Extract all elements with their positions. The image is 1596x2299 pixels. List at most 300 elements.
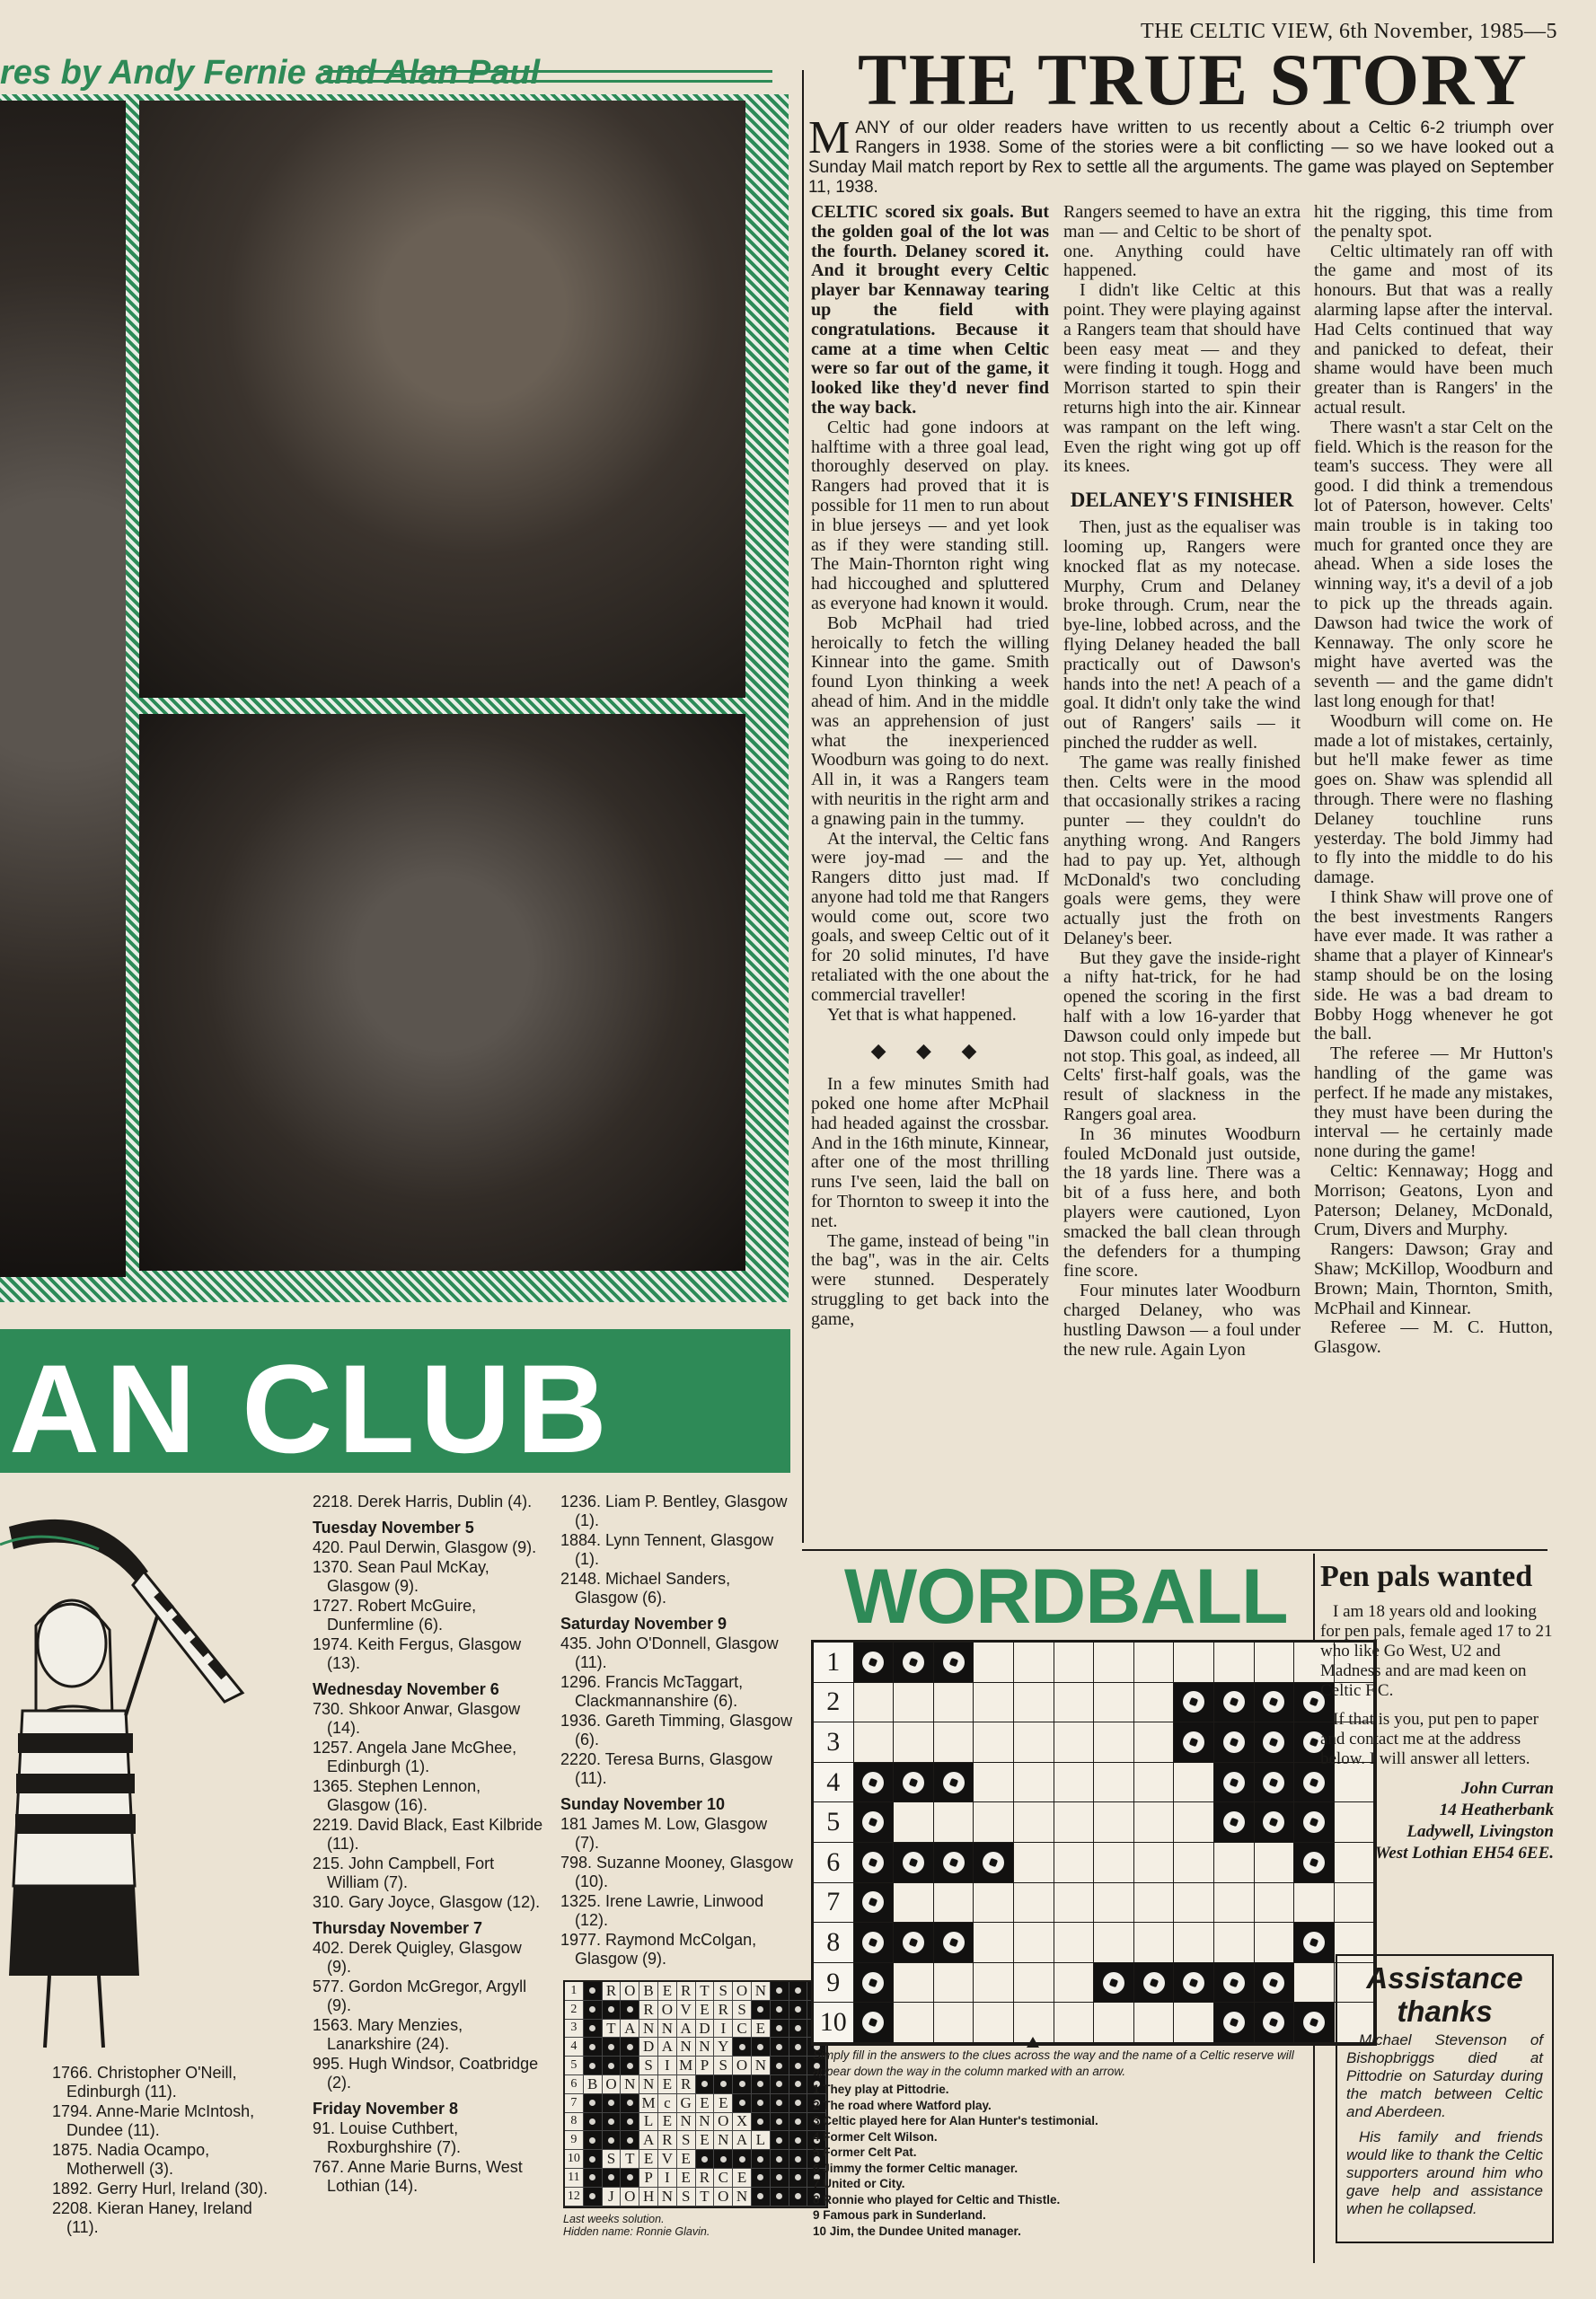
birthday-entry: 1296. Francis McTaggart, Clackmannanshire (6).	[560, 1673, 744, 1710]
solution-ball-cell	[621, 2131, 639, 2150]
club-banner-text: AN CLUB	[9, 1338, 613, 1479]
birthday-day-heading: Saturday November 9	[560, 1615, 727, 1633]
wordball-answer-cell[interactable]	[1014, 1643, 1054, 1683]
wordball-ball-cell	[1294, 1923, 1335, 1963]
solution-caption-2: Hidden name: Ronnie Glavin.	[563, 2225, 710, 2238]
football-icon	[1263, 1691, 1284, 1713]
birthday-entry: 1794. Anne-Marie McIntosh, Dundee (11).	[52, 2102, 255, 2139]
wordball-answer-cell[interactable]	[1174, 1883, 1214, 1924]
birthday-entry: 2220. Teresa Burns, Glasgow (11).	[560, 1750, 772, 1787]
solution-letter: R	[639, 2001, 658, 2020]
wordball-answer-cell[interactable]	[974, 1643, 1014, 1683]
solution-letter: S	[677, 2131, 696, 2150]
wordball-clue: 6 Jimmy the former Celtic manager.	[813, 2161, 1018, 2175]
wordball-clue: 7 United or City.	[813, 2177, 905, 2190]
solution-letter: N	[639, 2075, 658, 2094]
wordball-ball-cell	[854, 1923, 895, 1963]
solution-ball-cell	[771, 2075, 789, 2094]
solution-row	[565, 1982, 826, 2001]
wordball-answer-cell[interactable]	[1255, 1923, 1295, 1963]
solution-letter: N	[696, 2038, 715, 2057]
wordball-ball-cell	[854, 1643, 895, 1683]
solution-ball-cell	[603, 2057, 622, 2075]
wordball-answer-cell[interactable]	[1255, 1643, 1295, 1683]
football-icon	[1303, 1932, 1325, 1953]
solution-ball-cell	[771, 2038, 789, 2057]
wordball-answer-cell[interactable]	[934, 1802, 974, 1843]
wordball-answer-cell[interactable]	[1134, 1683, 1175, 1723]
wordball-answer-cell[interactable]	[1174, 1843, 1214, 1883]
football-icon	[862, 1652, 884, 1673]
wordball-row	[814, 1683, 1374, 1723]
football-icon	[1183, 1691, 1204, 1713]
solution-letter: E	[658, 2113, 677, 2132]
wordball-ball-cell	[1255, 1683, 1295, 1723]
solution-letter: H	[639, 2188, 658, 2207]
birthday-entry: 995. Hugh Windsor, Coatbridge (2).	[313, 2055, 539, 2092]
solution-letter: O	[603, 2075, 622, 2094]
wordball-answer-cell[interactable]	[1294, 1963, 1335, 2004]
solution-ball-cell	[771, 2150, 789, 2169]
solution-letter: Y	[714, 2038, 733, 2057]
wordball-ball-cell	[1214, 2003, 1255, 2043]
solution-letter: E	[696, 2131, 715, 2150]
birthday-entry: 181 James M. Low, Glasgow (7).	[560, 1815, 768, 1852]
wordball-answer-cell[interactable]	[1054, 1963, 1095, 2004]
solution-letter: O	[733, 2057, 752, 2075]
solution-letter: C	[714, 2169, 733, 2188]
wordball-answer-cell[interactable]	[1134, 1763, 1175, 1803]
column-rule	[802, 70, 804, 1543]
wordball-answer-cell[interactable]	[1094, 1802, 1134, 1843]
wordball-row	[814, 1802, 1374, 1843]
solution-letter: R	[658, 2131, 677, 2150]
wordball-row-number: 10	[814, 2003, 854, 2043]
wordball-answer-cell[interactable]	[894, 1883, 934, 1924]
solution-letter: M	[677, 2057, 696, 2075]
solution-caption	[563, 2213, 710, 2238]
birthday-entry: 91. Louise Cuthbert, Roxburghshire (7).	[313, 2119, 462, 2156]
wordball-answer-cell[interactable]	[1014, 1843, 1054, 1883]
birthday-entry: 1977. Raymond McColgan, Glasgow (9).	[560, 1931, 757, 1968]
article-column-2	[1063, 203, 1301, 1360]
solution-ball-cell	[789, 2188, 808, 2207]
solution-letter: N	[752, 2057, 771, 2075]
solution-letter: O	[714, 2113, 733, 2132]
solution-ball-cell	[752, 2169, 771, 2188]
solution-letter: N	[696, 2113, 715, 2132]
wordball-answer-cell[interactable]	[1014, 1802, 1054, 1843]
article-paragraph: Celtic had gone indoors at halftime with a three goal lead, thoroughly deserved on play. Rangers had proved that it is possible for 11 men to run about in blue jerseys — and yet look as if they were standing still. The Main-Thornton right wing had hiccoughed and spluttered as everyone had known it would.	[811, 417, 1049, 613]
birthday-entry: 1727. Robert McGuire, Dunfermline (6).	[313, 1597, 477, 1634]
wordball-answer-cell[interactable]	[1214, 1843, 1255, 1883]
birthday-entry: 2218. Derek Harris, Dublin (4).	[313, 1493, 533, 1511]
wordball-answer-cell[interactable]	[1014, 1883, 1054, 1924]
birthday-entry: 1563. Mary Menzies, Lanarkshire (24).	[313, 2016, 463, 2053]
solution-ball-cell	[603, 2131, 622, 2150]
football-icon	[1223, 1691, 1245, 1713]
solution-letter: V	[658, 2150, 677, 2169]
address-line: John Curran	[1461, 1779, 1554, 1798]
wordball-answer-cell[interactable]	[1094, 1683, 1134, 1723]
football-icon	[1223, 1772, 1245, 1793]
wordball-ball-cell	[1214, 1763, 1255, 1803]
solution-letter: O	[733, 1982, 752, 2001]
football-icon	[862, 1932, 884, 1953]
solution-ball-cell	[621, 2094, 639, 2113]
wordball-row-number: 4	[814, 1763, 854, 1803]
solution-letter: S	[639, 2057, 658, 2075]
wordball-answer-cell[interactable]	[1054, 1683, 1095, 1723]
solution-row-number: 6	[565, 2075, 584, 2094]
wordball-answer-cell[interactable]	[1134, 1883, 1175, 1924]
wordball-answer-cell[interactable]	[1174, 2003, 1214, 2043]
birthday-entry: 2148. Michael Sanders, Glasgow (6).	[560, 1570, 731, 1607]
wordball-answer-cell[interactable]	[1134, 1722, 1175, 1763]
wordball-clue: 3 Celtic played here for Alan Hunter's testimonial.	[813, 2114, 1098, 2127]
solution-ball-cell	[771, 2020, 789, 2039]
solution-ball-cell	[771, 2094, 789, 2113]
solution-letter: S	[714, 1982, 733, 2001]
wordball-ball-cell	[1255, 2003, 1295, 2043]
wordball-ball-cell	[1255, 1763, 1295, 1803]
wordball-answer-cell[interactable]	[1214, 1923, 1255, 1963]
solution-letter: R	[677, 2075, 696, 2094]
solution-row-number: 5	[565, 2057, 584, 2075]
solution-row	[565, 2038, 826, 2057]
birthday-day-heading: Friday November 8	[313, 2100, 459, 2118]
wordball-answer-cell[interactable]	[1054, 1883, 1095, 1924]
solution-letter: L	[639, 2113, 658, 2132]
solution-letter: E	[714, 2094, 733, 2113]
wordball-answer-cell[interactable]	[894, 1722, 934, 1763]
solution-row	[565, 2057, 826, 2075]
wordball-answer-cell[interactable]	[1094, 1643, 1134, 1683]
wordball-answer-cell[interactable]	[934, 1683, 974, 1723]
wordball-answer-cell[interactable]	[1014, 1923, 1054, 1963]
wordball-answer-cell[interactable]	[974, 1763, 1014, 1803]
solution-ball-cell	[789, 2020, 808, 2039]
birthday-entry: 215. John Campbell, Fort William (7).	[313, 1854, 495, 1891]
wordball-answer-cell[interactable]	[1054, 2003, 1095, 2043]
wordball-answer-cell[interactable]	[934, 1722, 974, 1763]
birthday-entry: 1875. Nadia Ocampo, Motherwell (3).	[52, 2141, 210, 2178]
football-icon	[1183, 1731, 1204, 1753]
wordball-answer-cell[interactable]	[1014, 1763, 1054, 1803]
wordball-answer-cell[interactable]	[1174, 1923, 1214, 1963]
wordball-answer-cell[interactable]	[1134, 1843, 1175, 1883]
article-paragraph: Referee — M. C. Hutton, Glasgow.	[1314, 1317, 1553, 1358]
address-line: Ladywell, Livingston	[1406, 1822, 1554, 1841]
wordball-answer-cell[interactable]	[974, 1802, 1014, 1843]
article-paragraph: There wasn't a star Celt on the field. Which is the reason for the team's success. They were all good. I did think a tremendous lot of Paterson, however. Celts' main trouble is in taking too much for granted once they are ahead. When a side loses the winning way, it's a devil of a job to pick up the threads again. Dawson had twice the work of Kennaway. The only score he might have averted was the seventh — and the game didn't last long enough for that!	[1314, 417, 1553, 711]
birthday-entry: 1766. Christopher O'Neill, Edinburgh (11).	[52, 2064, 237, 2101]
wordball-answer-cell[interactable]	[1174, 1763, 1214, 1803]
birthday-entry: 420. Paul Derwin, Glasgow (9).	[313, 1538, 537, 1556]
solution-row	[565, 2188, 826, 2207]
solution-ball-cell	[603, 2113, 622, 2132]
solution-ball-cell	[714, 2075, 733, 2094]
solution-letter: A	[677, 2020, 696, 2039]
wordball-answer-cell[interactable]	[974, 1963, 1014, 2004]
wordball-answer-cell[interactable]	[1094, 1722, 1134, 1763]
football-icon	[1263, 1731, 1284, 1753]
solution-row-number: 2	[565, 2001, 584, 2020]
birthday-day-heading: Wednesday November 6	[313, 1680, 499, 1698]
wordball-answer-cell[interactable]	[974, 1883, 1014, 1924]
birthday-day-heading: Tuesday November 5	[313, 1519, 474, 1537]
solution-ball-cell	[584, 2169, 603, 2188]
wordball-answer-cell[interactable]	[1054, 1802, 1095, 1843]
article-paragraph: Rangers: Dawson; Gray and Shaw; McKillop, Woodburn and Brown; Main, Thornton, Smith, McPhail and Kinnear.	[1314, 1239, 1553, 1318]
wordball-answer-cell[interactable]	[894, 2003, 934, 2043]
solution-letter: P	[696, 2057, 715, 2075]
solution-ball-cell	[789, 1982, 808, 2001]
football-icon	[1223, 1811, 1245, 1833]
wordball-answer-cell[interactable]	[894, 1963, 934, 2004]
wordball-answer-cell[interactable]	[1255, 1883, 1295, 1924]
wordball-answer-cell[interactable]	[894, 1683, 934, 1723]
pen-pals-box	[1320, 1561, 1554, 1864]
wordball-row	[814, 1643, 1374, 1683]
birthday-entry: 1936. Gareth Timming, Glasgow (6).	[560, 1712, 793, 1748]
wordball-answer-cell[interactable]	[1054, 1643, 1095, 1683]
wordball-ball-cell	[894, 1763, 934, 1803]
birthday-entry: 798. Suzanne Mooney, Glasgow (10).	[560, 1854, 793, 1890]
wordball-answer-cell[interactable]	[1054, 1843, 1095, 1883]
assistance-para-2: His family and friends would like to thank the Celtic supporters around him who gave help and assistance when he collapsed.	[1346, 2128, 1543, 2217]
solution-ball-cell	[771, 2131, 789, 2150]
wordball-answer-cell[interactable]	[1134, 1802, 1175, 1843]
solution-ball-cell	[733, 2094, 752, 2113]
solution-letter: E	[752, 2020, 771, 2039]
solution-ball-cell	[733, 2075, 752, 2094]
article-paragraph: Celtic: Kennaway; Hogg and Morrison; Geatons, Lyon and Paterson; Delaney, McDonald, Crum, Divers and Murphy.	[1314, 1161, 1553, 1240]
solution-row	[565, 2094, 826, 2113]
wordball-clue: 4 Former Celt Wilson.	[813, 2129, 938, 2144]
wordball-answer-cell[interactable]	[1335, 1883, 1375, 1924]
wordball-answer-cell[interactable]	[1054, 1722, 1095, 1763]
solution-ball-cell	[789, 2001, 808, 2020]
wordball-answer-cell[interactable]	[1054, 1763, 1095, 1803]
solution-letter: T	[621, 2150, 639, 2169]
birthday-entry: 2208. Kieran Haney, Ireland (11).	[52, 2199, 252, 2236]
wordball-answer-cell[interactable]	[974, 2003, 1014, 2043]
article-paragraph: I think Shaw will prove one of the best investments Rangers have ever made. It was rather a shame that a player of Kinnear's stamp should be on the losing side. He was a bad dream to Bobby Hogg whenever he got the ball.	[1314, 886, 1553, 1044]
wordball-answer-cell[interactable]	[974, 1683, 1014, 1723]
wordball-answer-cell[interactable]	[1014, 1963, 1054, 2004]
wordball-ball-cell	[854, 1843, 895, 1883]
solution-letter: E	[696, 2094, 715, 2113]
pen-pals-para-2: If that is you, put pen to paper and contact me at the address below. I will answer all letters.	[1320, 1710, 1539, 1768]
solution-ball-cell	[584, 2188, 603, 2207]
photo-match-action-top	[139, 101, 745, 698]
wordball-answer-cell[interactable]	[1054, 1923, 1095, 1963]
birthday-day-heading: Thursday November 7	[313, 1919, 483, 1937]
assistance-thanks-box	[1336, 1954, 1554, 2243]
wordball-row	[814, 1963, 1374, 2004]
article-paragraph: Then, just as the equaliser was looming up, Rangers were knocked flat as my notecase. Murphy, Crum and Delaney broke through. Crum, near the bye-line, lobbed across, and the flying Delaney headed the ball practically out of Dawson's hands into the net! A peach of a goal. It didn't only take the wind out of Rangers' sails — it pinched the rudder as well.	[1063, 517, 1301, 753]
solution-row	[565, 2020, 826, 2039]
solution-ball-cell	[584, 2057, 603, 2075]
birthday-entry: 1370. Sean Paul McKay, Glasgow (9).	[313, 1558, 489, 1595]
football-icon	[1263, 1811, 1284, 1833]
solution-row	[565, 2001, 826, 2020]
solution-letter: R	[714, 2001, 733, 2020]
birthday-entry: 435. John O'Donnell, Glasgow (11).	[560, 1634, 779, 1671]
wordball-answer-cell[interactable]	[1014, 1722, 1054, 1763]
wordball-instructions: Simply fill in the answers to the clues across the way and the name of a Celtic reserve will appear down the way in the column marked with an arrow.	[813, 2048, 1294, 2078]
solution-ball-cell	[789, 2113, 808, 2132]
wordball-answer-cell[interactable]	[1014, 1683, 1054, 1723]
football-icon	[862, 1891, 884, 1913]
solution-row	[565, 2131, 826, 2150]
solution-letter: N	[639, 2020, 658, 2039]
wordball-answer-cell[interactable]	[1094, 1923, 1134, 1963]
wordball-answer-cell[interactable]	[1174, 1643, 1214, 1683]
wordball-ball-cell	[1255, 1802, 1295, 1843]
solution-letter: S	[677, 2188, 696, 2207]
pen-pals-address	[1320, 1778, 1554, 1864]
wordball-answer-cell[interactable]	[934, 1963, 974, 2004]
article-intro	[808, 112, 1554, 198]
wordball-answer-cell[interactable]	[854, 1683, 895, 1723]
wordball-ball-cell	[934, 1843, 974, 1883]
football-icon	[903, 1932, 924, 1953]
solution-ball-cell	[733, 2038, 752, 2057]
wordball-row-number: 1	[814, 1643, 854, 1683]
football-icon	[862, 2012, 884, 2033]
credit-rule	[323, 70, 772, 83]
wordball-clue: 10 Jim, the Dundee United manager.	[813, 2224, 1021, 2238]
wordball-answer-cell[interactable]	[1094, 1843, 1134, 1883]
solution-letter: O	[621, 1982, 639, 2001]
article-paragraph: The game was really finished then. Celts were in the mood that occasionally strikes a racing punter — they couldn't do anything wrong. And Rangers had to pay up. Yet, although McDonald's two concluding goals were gems, they were actually just the froth on Delaney's beer.	[1063, 752, 1301, 948]
wordball-answer-cell[interactable]	[1134, 1923, 1175, 1963]
wordball-answer-cell[interactable]	[974, 1923, 1014, 1963]
wordball-ball-cell	[934, 1763, 974, 1803]
solution-ball-cell	[696, 2075, 715, 2094]
football-icon	[943, 1652, 965, 1673]
football-icon	[1263, 2012, 1284, 2033]
article-paragraph: In a few minutes Smith had poked one home after McPhail had headed against the crossbar. And in the 16th minute, Kinnear, after one of the most thrilling runs I've seen, laid the ball on for Thornton to sweep it into the net.	[811, 1074, 1049, 1231]
solution-letter: V	[677, 2001, 696, 2020]
solution-letter: G	[677, 2094, 696, 2113]
football-icon	[903, 1852, 924, 1873]
wordball-title: WORDBALL	[844, 1554, 1288, 1640]
wordball-answer-cell[interactable]	[934, 1883, 974, 1924]
wordball-answer-cell[interactable]	[1174, 1802, 1214, 1843]
football-icon	[862, 1772, 884, 1793]
solution-ball-cell	[603, 2169, 622, 2188]
address-line: West Lothian EH54 6EE.	[1374, 1844, 1554, 1863]
wordball-ball-cell	[1255, 1722, 1295, 1763]
solution-letter: E	[658, 2075, 677, 2094]
solution-ball-cell	[584, 2001, 603, 2020]
solution-row-number: 10	[565, 2150, 584, 2169]
article-column-1	[811, 203, 1049, 1330]
wordball-row	[814, 1763, 1374, 1803]
article-paragraph: I didn't like Celtic at this point. They were playing against a Rangers team that should have been easy meat — and they were finding it tough. Hogg and Morrison started to spin their returns high into the air. Kinnear was rampant on the left wing. Even the right wing got up off its knees.	[1063, 280, 1301, 477]
solution-letter: C	[733, 2020, 752, 2039]
solution-letter: N	[752, 1982, 771, 2001]
birthday-list-c	[560, 1493, 794, 1969]
wordball-ball-cell	[1174, 1722, 1214, 1763]
wordball-row-number: 9	[814, 1963, 854, 2004]
address-line: 14 Heatherbank	[1439, 1801, 1554, 1819]
wordball-ball-cell	[934, 1643, 974, 1683]
solution-letter: N	[658, 2188, 677, 2207]
wordball-answer-cell[interactable]	[894, 1802, 934, 1843]
solution-ball-cell	[752, 2038, 771, 2057]
solution-row-number: 12	[565, 2188, 584, 2207]
football-icon	[903, 1652, 924, 1673]
solution-letter: N	[658, 2020, 677, 2039]
solution-ball-cell	[789, 2075, 808, 2094]
wordball-answer-cell[interactable]	[1134, 2003, 1175, 2043]
wordball-answer-cell[interactable]	[1255, 1843, 1295, 1883]
photo-credit: res by Andy Fernie and Alan Paul	[0, 54, 541, 92]
solution-ball-cell	[584, 2020, 603, 2039]
football-icon	[1303, 2012, 1325, 2033]
intro-drop-cap: M	[808, 112, 851, 163]
wordball-answer-cell[interactable]	[1094, 1763, 1134, 1803]
football-icon	[903, 1772, 924, 1793]
birthday-list-b	[313, 1493, 546, 2197]
wordball-ball-cell	[854, 1802, 895, 1843]
article-paragraph: Celtic ultimately ran off with the game and most of its honours. But that was a really alarming lapse after the interval. Had Celts continued that way and panicked to defeat, their shame would have been much greater than is Rangers' in the actual result.	[1314, 241, 1553, 418]
article-paragraph: The referee — Mr Hutton's handling of the game was perfect. If he made any mistakes, they must have been during the interval — he certainly made none during the game!	[1314, 1044, 1553, 1162]
solution-letter: T	[696, 2188, 715, 2207]
wordball-ball-cell	[934, 1923, 974, 1963]
wordball-ball-cell	[1255, 1963, 1295, 2004]
wordball-row	[814, 1722, 1374, 1763]
solution-ball-cell	[621, 2169, 639, 2188]
section-break-diamonds: ◆ ◆ ◆	[870, 1039, 990, 1062]
football-icon	[1223, 2012, 1245, 2033]
solution-ball-cell	[603, 2038, 622, 2057]
wordball-answer-cell[interactable]	[934, 2003, 974, 2043]
solution-ball-cell	[752, 2150, 771, 2169]
birthday-entry: 1365. Stephen Lennon, Glasgow (16).	[313, 1777, 481, 1814]
wordball-answer-cell[interactable]	[1094, 1883, 1134, 1924]
birthday-day-heading: Sunday November 10	[560, 1795, 726, 1813]
solution-letter: T	[696, 1982, 715, 2001]
football-icon	[862, 1811, 884, 1833]
wordball-answer-cell[interactable]	[1214, 1883, 1255, 1924]
solution-ball-cell	[584, 2150, 603, 2169]
assistance-para-1: Michael Stevenson of Bishopbriggs died at Pittodrie on Saturday during the match between Celtic and Aberdeen.	[1346, 2031, 1543, 2120]
birthday-entry: 730. Shkoor Anwar, Glasgow (14).	[313, 1700, 521, 1737]
wordball-answer-cell[interactable]	[1294, 1883, 1335, 1924]
wordball-answer-cell[interactable]	[1134, 1643, 1175, 1683]
wordball-answer-cell[interactable]	[1094, 2003, 1134, 2043]
football-icon	[983, 1852, 1004, 1873]
solution-ball-cell	[752, 2094, 771, 2113]
article-paragraph: At the interval, the Celtic fans were joy-mad — and the Rangers ditto just mad. If anyone had told me that Rangers would come out, score two goals, and sweep Celtic out of it for 20 solid minutes, I'd have retaliated with the one about the commercial traveller!	[811, 828, 1049, 1005]
article-column-3	[1314, 203, 1553, 1358]
solution-ball-cell	[771, 1982, 789, 2001]
wordball-answer-cell[interactable]	[974, 1722, 1014, 1763]
wordball-row-number: 2	[814, 1683, 854, 1723]
wordball-row	[814, 1923, 1374, 1963]
wordball-row	[814, 1883, 1374, 1924]
wordball-ball-cell	[894, 1923, 934, 1963]
wordball-answer-cell[interactable]	[854, 1722, 895, 1763]
solution-letter: B	[639, 1982, 658, 2001]
solution-letter: R	[696, 2169, 715, 2188]
wordball-answer-cell[interactable]	[1214, 1643, 1255, 1683]
